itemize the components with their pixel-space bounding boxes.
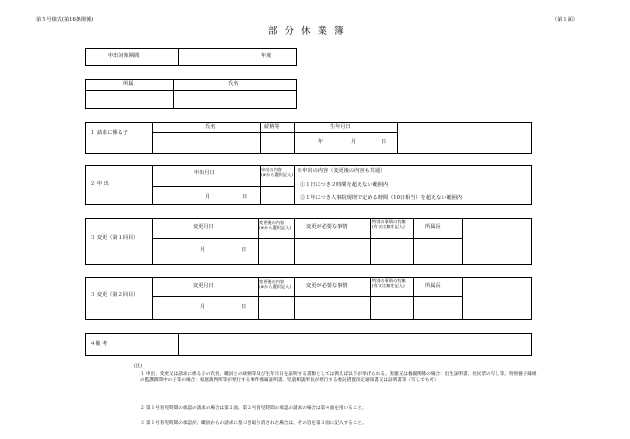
birth-year-unit: 年: [318, 139, 324, 145]
notes-head: (注): [134, 364, 143, 369]
content-option-2: ②１年につき人事院規則で定める時間（10日相当）を超えない範囲内: [300, 195, 463, 201]
change2-content-header: 変更後の内容 (※から選択記入): [259, 279, 291, 289]
child-name-input[interactable]: [154, 134, 258, 152]
change2-reason-header: 変更が必要な事情: [306, 283, 348, 289]
change1-date-header: 変更月日: [193, 224, 214, 230]
form-number: 第５号様式(第16条関係): [36, 17, 94, 23]
change1-content-header: 変更後の内容 (※から選択記入): [259, 220, 291, 230]
change2-date-header: 変更月日: [193, 283, 214, 289]
section3b-label: ３ 変更（第２回目）: [90, 292, 139, 298]
name-input[interactable]: [175, 92, 295, 107]
note-3: ３ 第１号育児時間の承認が、職員からの請求に基づき取り消された場合は、その旨を第３面に記入すること。: [140, 421, 367, 426]
request-month-unit: 月: [205, 194, 211, 200]
change2-chief-seal[interactable]: [415, 298, 460, 318]
change1-chief-header: 所属長: [425, 224, 441, 230]
request-content-input[interactable]: [262, 188, 292, 203]
page-title: 部 分 休 業 簿: [268, 26, 346, 37]
section4-label: ４備 考: [90, 341, 108, 347]
relation-input[interactable]: [262, 134, 292, 152]
change2-chief-header: 所属長: [425, 283, 441, 289]
content-option-1: ①１日につき２時間を超えない範囲内: [300, 182, 389, 188]
content-note-title: ※申出の内容（変更後の内容も共通）: [297, 168, 386, 174]
birth-day-unit: 日: [381, 139, 387, 145]
period-label: 申出対象期間: [108, 53, 140, 59]
birthdate-header: 生年月日: [330, 124, 351, 130]
request-date-header: 申出月日: [194, 170, 215, 176]
period-year-input[interactable]: [180, 50, 256, 64]
change2-reason-input[interactable]: [296, 298, 368, 318]
page-number: （第１面）: [552, 17, 578, 23]
change1-special-header: 特別の事情の有無 (有又は無を記入): [372, 219, 406, 229]
change2-day-unit: 日: [241, 304, 247, 310]
remarks-input[interactable]: [180, 335, 530, 354]
period-year-suffix: 年度: [261, 53, 272, 59]
affiliation-input[interactable]: [87, 92, 171, 107]
change1-reason-input[interactable]: [296, 240, 368, 263]
change1-day-unit: 日: [241, 247, 247, 253]
change2-special-header: 特別の事情の有無 (有又は無を記入): [372, 278, 406, 288]
request-content-header: 申出の内容 (※から選択記入): [261, 167, 293, 177]
birth-month-unit: 月: [351, 139, 357, 145]
name-label: 氏名: [228, 81, 239, 87]
note-2: ２ 第１号育児時間の承認の請求の場合は第２面、第２号育児時間の承認の請求の場合は第４面を用いること。: [140, 406, 367, 411]
request-day-unit: 日: [242, 194, 248, 200]
section1-label: １ 請求に係る子: [90, 130, 128, 136]
note-1: １ 申出、変更又は請求に係る子の氏名、職員との続柄等及び生年月日を証明する書類としては例えば以下が挙げられる。実親又は養親関係の場合：出生証明書、住民票の写し等。特別養子縁組の監護期間中の子等の場合：家庭裁判所等が発行する事件係属証明書、児童相談所長が発行する委託措置決定通知書又は証明書等（写しでも可）: [140, 372, 537, 383]
change1-reason-header: 変更が必要な事情: [306, 224, 348, 230]
section3a-label: ３ 変更（第１回目）: [90, 235, 139, 241]
change2-month-unit: 月: [200, 304, 206, 310]
relation-header: 続柄等: [264, 124, 280, 130]
section2-label: ２ 申 出: [90, 181, 109, 187]
child-name-header: 氏名: [205, 124, 216, 130]
change1-chief-seal[interactable]: [415, 240, 460, 263]
change1-month-unit: 月: [200, 247, 206, 253]
affiliation-label: 所属: [123, 81, 134, 87]
